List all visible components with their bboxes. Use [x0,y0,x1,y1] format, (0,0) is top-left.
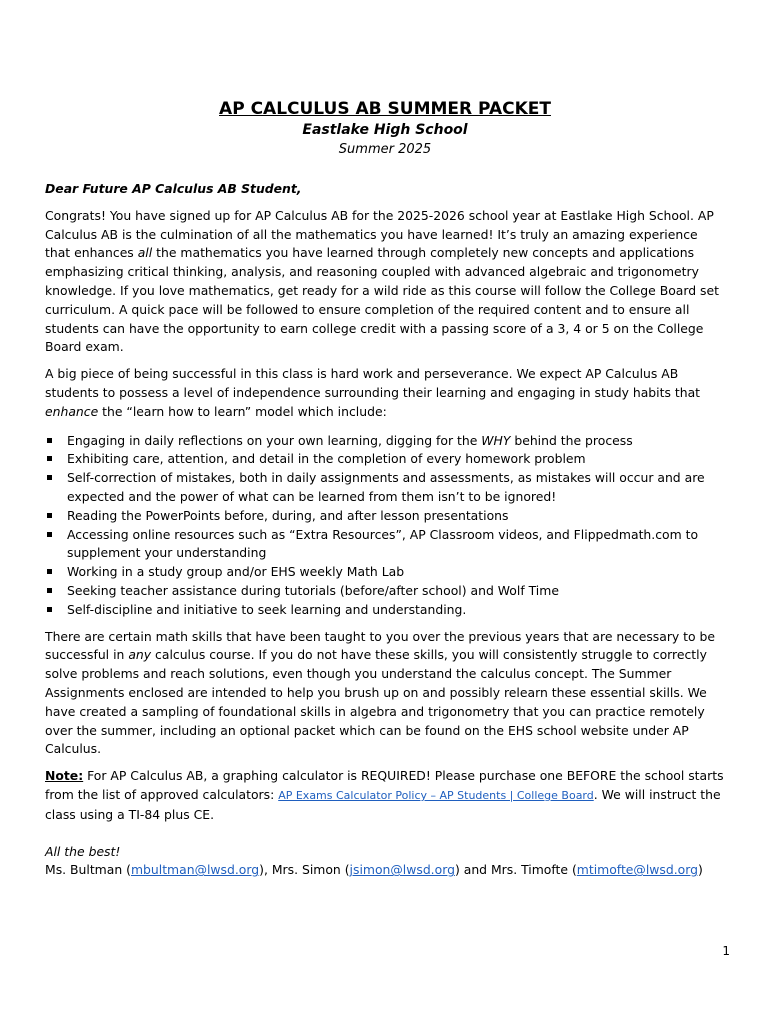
list-item-text: Self-correction of mistakes, both in daily assignments and assessments, as mistakes will occur and are expected and the power of what can be learned from them isn’t to be ignored! [67,470,705,504]
list-item-text: Reading the PowerPoints before, during, and after lesson presentations [67,507,509,523]
skills-text-1: There are certain math skills that have been taught to you over the previous years that are necessary to be successful in [45,628,716,663]
list-item-text: behind the process [510,432,633,448]
study-habits-paragraph [45,365,725,421]
note-text-1: For AP Calculus AB, a graphing calculator is REQUIRED! Please purchase one BEFORE the school starts from the list of approved calculators: [45,768,724,802]
square-bullet-icon [47,438,52,443]
list-item-text: Seeking teacher assistance during tutorials (before/after school) and Wolf Time [67,582,559,598]
contact-text: ) [697,862,703,878]
page-number: 1 [722,944,730,958]
list-item-text: Self-discipline and initiative to seek learning and understanding. [67,601,467,617]
school-name: Eastlake High School [302,122,468,138]
note-text-2: . We will instruct the class using a TI-84 plus CE. [45,786,721,822]
square-bullet-icon [47,569,52,574]
document-title: AP CALCULUS AB SUMMER PACKET [219,99,551,119]
closing-line: All the best! [45,843,121,859]
calculator-note [45,767,725,824]
list-item [45,507,725,526]
teacher-contacts [45,861,725,880]
list-item-text: Accessing online resources such as “Extra Resources”, AP Classroom videos, and Flippedmath.com to supplement your understanding [67,526,699,561]
skills-paragraph [45,628,725,760]
list-item-text: Working in a study group and/or EHS weekly Math Lab [67,564,405,580]
intro-emphasis: all [137,245,153,261]
square-bullet-icon [47,607,52,612]
square-bullet-icon [47,475,52,480]
list-item [45,469,725,507]
study-habits-list [45,432,725,620]
square-bullet-icon [47,513,52,518]
list-item [45,601,725,620]
email-link-simon[interactable]: jsimon@lwsd.org [349,862,455,878]
square-bullet-icon [47,588,52,593]
study-habits-text-1: A big piece of being successful in this class is hard work and perseverance. We expect AP Calculus AB students to possess a level of independence surrounding their learning and engaging in study habits that [45,366,701,400]
square-bullet-icon [47,456,52,461]
intro-paragraph [45,207,725,357]
intro-text-1: Congrats! You have signed up for AP Calculus AB for the 2025-2026 school year at Eastlake High School. AP Calculus AB is the culmination of all the mathematics you have learned! It’s truly an amazing experience that enhances [45,207,714,261]
square-bullet-icon [47,532,52,537]
list-item [45,526,725,564]
list-item [45,450,725,469]
list-item [45,563,725,582]
contact-text: ) and Mrs. Timofte ( [454,862,577,878]
calculator-policy-link[interactable]: AP Exams Calculator Policy – AP Students | College Board [278,788,594,802]
note-label: Note: [45,768,84,784]
intro-text-2: the mathematics you have learned through completely new concepts and applications emphasizing critical thinking, analysis, and reasoning coupled with advanced algebraic and trigonometry knowledge. If you love mathematics, get ready for a wild ride as this course will follow the College Board set curriculum. A quick pace will be followed to ensure completion of the required content and to ensure all students can have the opportunity to earn college credit with a passing score of a 3, 4 or 5 on the College Board exam. [45,245,719,355]
study-habits-emphasis: enhance [45,403,99,419]
skills-text-2: calculus course. If you do not have these skills, you will consistently struggle to correctly solve problems and reach solutions, even though you understand the calculus concept. The Summer Assignments enclosed are intended to help you brush up on and possibly relearn these essential skills. We have created a sampling of foundational skills in algebra and trigonometry that you can practice remotely over the summer, including an optional packet which can be found on the EHS school website under AP Calculus. [45,647,707,757]
email-link-timofte[interactable]: mtimofte@lwsd.org [576,862,698,878]
document-content [45,98,725,880]
contact-text: Ms. Bultman ( [45,862,131,878]
list-item-text: Engaging in daily reflections on your own learning, digging for the [67,432,482,448]
list-item-emphasis: WHY [481,432,511,448]
greeting: Dear Future AP Calculus AB Student, [45,181,302,196]
term-label: Summer 2025 [338,142,432,157]
skills-emphasis: any [128,647,152,663]
study-habits-text-2: the “learn how to learn” model which include: [98,403,387,419]
list-item [45,582,725,601]
list-item-text: Exhibiting care, attention, and detail in the completion of every homework problem [67,451,586,467]
list-item [45,432,725,451]
email-link-bultman[interactable]: mbultman@lwsd.org [130,862,260,878]
contact-text: ), Mrs. Simon ( [259,862,350,878]
